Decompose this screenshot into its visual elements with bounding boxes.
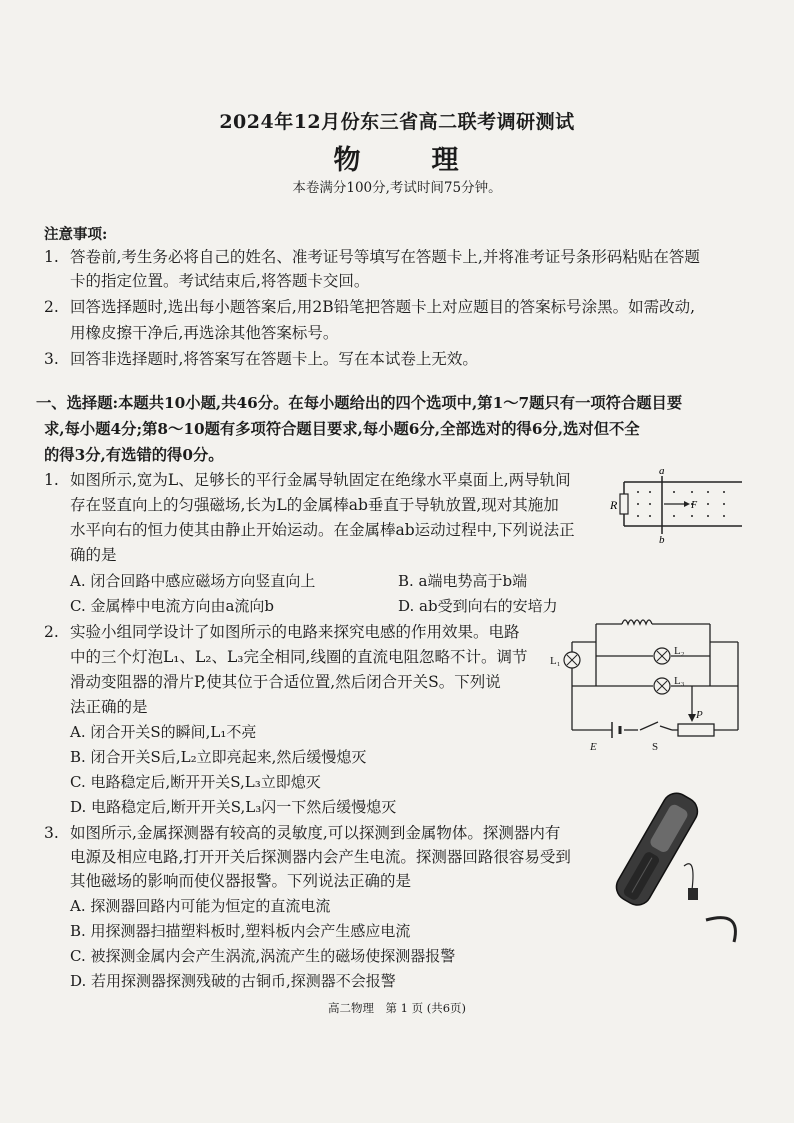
section-line-2: 求,每小题4分;第8～10题有多项符合题目要求,每小题6分,全部选对的得6分,选对但不全 — [44, 420, 640, 438]
metal-detector-image — [598, 804, 748, 954]
q2-switch-icon — [640, 722, 658, 730]
q1-stem-line-3: 水平向右的恒力使其由静止开始运动。在金属棒ab运动过程中,下列说法正 — [70, 521, 575, 539]
q3-option-c[interactable]: C. 被探测金属内会产生涡流,涡流产生的磁场使探测器报警 — [70, 947, 456, 965]
notice-heading: 注意事项: — [44, 226, 108, 243]
q1-number: 1. — [44, 471, 59, 489]
notice-item-1-line-2: 卡的指定位置。考试结束后,将答题卡交回。 — [70, 272, 370, 290]
exam-note: 本卷满分100分,考试时间75分钟。 — [292, 180, 502, 196]
q2-option-b[interactable]: B. 闭合开关S后,L₂立即亮起来,然后缓慢熄灭 — [70, 748, 367, 766]
q2-stem-line-3: 滑动变阻器的滑片P,使其位于合适位置,然后闭合开关S。下列说 — [70, 673, 501, 691]
exam-title: 2024年12月份东三省高二联考调研测试 — [219, 111, 575, 133]
q2-circuit-figure — [550, 612, 760, 767]
q3-option-a[interactable]: A. 探测器回路内可能为恒定的直流电流 — [70, 897, 331, 915]
q2-label-l3: L₃ — [674, 675, 685, 687]
notice-item-3-num: 3. — [44, 350, 59, 368]
q2-rheostat-icon — [678, 724, 714, 736]
q2-label-l1: L₁ — [550, 655, 561, 667]
notice-item-3-line-1: 回答非选择题时,将答案写在答题卡上。写在本试卷上无效。 — [70, 350, 478, 368]
q3-stem-line-3: 其他磁场的影响而使仪器报警。下列说法正确的是 — [70, 872, 412, 890]
q3-stem-line-1: 如图所示,金属探测器有较高的灵敏度,可以探测到金属物体。探测器内有 — [70, 824, 561, 842]
q1-label-r: R — [610, 498, 618, 512]
notice-item-1-line-1: 答卷前,考生务必将自己的姓名、准考证号等填写在答题卡上,并将准考证号条形码粘贴在答题 — [70, 248, 700, 266]
q2-option-d[interactable]: D. 电路稳定后,断开开关S,L₃闪一下然后缓慢熄灭 — [70, 798, 397, 816]
q2-stem-line-2: 中的三个灯泡L₁、L₂、L₃完全相同,线圈的直流电阻忽略不计。调节 — [70, 648, 528, 666]
q1-label-b: b — [659, 534, 665, 546]
q2-number: 2. — [44, 623, 59, 641]
section-line-1: 一、选择题:本题共10小题,共46分。在每小题给出的四个选项中,第1～7题只有一项符合题目要 — [36, 394, 683, 412]
q1-option-d[interactable]: D. ab受到向右的安培力 — [398, 597, 558, 615]
q1-option-b[interactable]: B. a端电势高于b端 — [398, 572, 528, 590]
notice-item-2-line-1: 回答选择题时,选出每小题答案后,用2B铅笔把答题卡上对应题目的答案标号涂黑。如需改动, — [70, 298, 696, 316]
q1-label-f: F — [691, 500, 698, 511]
q2-option-c[interactable]: C. 电路稳定后,断开开关S,L₃立即熄灭 — [70, 773, 321, 791]
q1-stem-line-4: 确的是 — [70, 546, 117, 564]
notice-item-2-line-2: 用橡皮擦干净后,再选涂其他答案标号。 — [70, 324, 339, 342]
subject-title: 物 理 — [333, 145, 481, 176]
section-line-3: 的得3分,有选错的得0分。 — [44, 446, 224, 464]
q2-stem-line-1: 实验小组同学设计了如图所示的电路来探究电感的作用效果。电路 — [70, 623, 520, 641]
q2-option-a[interactable]: A. 闭合开关S的瞬间,L₁不亮 — [70, 723, 257, 741]
q1-option-c[interactable]: C. 金属棒中电流方向由a流向b — [70, 597, 275, 615]
q3-option-b[interactable]: B. 用探测器扫描塑料板时,塑料板内会产生感应电流 — [70, 922, 411, 940]
notice-item-1-num: 1. — [44, 248, 59, 266]
q1-option-a[interactable]: A. 闭合回路中感应磁场方向竖直向上 — [70, 572, 316, 590]
q2-label-e: E — [590, 741, 597, 753]
q3-number: 3. — [44, 824, 59, 842]
q3-stem-line-2: 电源及相应电路,打开开关后探测器内会产生电流。探测器回路很容易受到 — [70, 848, 571, 866]
q2-label-p: P — [696, 709, 703, 721]
q1-label-a: a — [659, 465, 665, 477]
q1-resistor-icon — [620, 494, 628, 514]
q2-stem-line-4: 法正确的是 — [70, 698, 148, 716]
q1-stem-line-2: 存在竖直向上的匀强磁场,长为L的金属棒ab垂直于导轨放置,现对其施加 — [70, 496, 559, 514]
notice-item-2-num: 2. — [44, 298, 59, 316]
q3-option-d[interactable]: D. 若用探测器探测残破的古铜币,探测器不会报警 — [70, 972, 396, 990]
q2-label-s: S — [652, 741, 659, 753]
q2-label-l2: L₂ — [674, 645, 685, 657]
q1-stem-line-1: 如图所示,宽为L、足够长的平行金属导轨固定在绝缘水平桌面上,两导轨间 — [70, 471, 571, 489]
q1-rail-figure — [610, 465, 750, 546]
page-footer: 高二物理 第 1 页 (共6页) — [327, 1001, 467, 1015]
q2-inductor-icon — [622, 620, 652, 624]
